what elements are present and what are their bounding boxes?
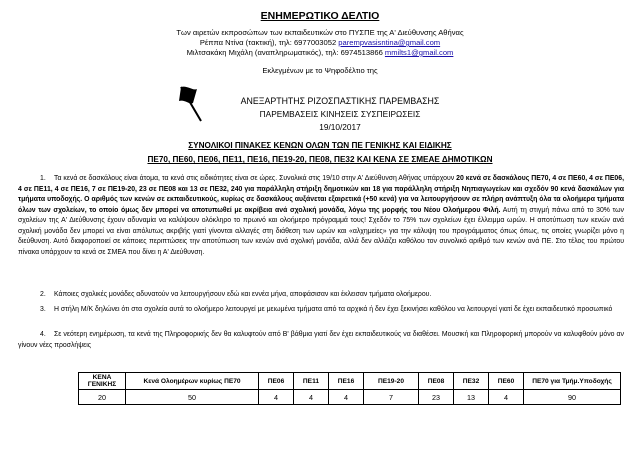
table-row [79, 390, 621, 405]
representative-1-text: Ρέππα Ντίνα (τακτική), τηλ: 6977003052 [199, 38, 339, 47]
representative-2-email-link[interactable]: mmilts1@gmail.com [384, 48, 454, 57]
table-cell: 50 [126, 390, 259, 405]
paragraph-2 [18, 290, 624, 301]
bulletin-title: ΕΝΗΜΕΡΩΤΙΚΟ ΔΕΛΤΙΟ [260, 10, 380, 22]
representative-1-email-link[interactable]: parempvasisntina@gmail.com [338, 38, 441, 47]
paragraph-1-vacancies: 20 κενά σε δασκάλους ΠΕ70, 4 σε ΠΕ60, 4 σε ΠΕ06, 4 σε ΠΕ11, 4 σε ΠΕ16, 7 σε ΠΕ19-20, 23 σε ΠΕ08 και 13 σε ΠΕ32 [18, 175, 624, 193]
representative-2-text: Μιλτσακάκη Μιχάλη (αναπληρωματικός), τηλ: 6974513866 [186, 48, 385, 57]
paragraph-1-details: , 240 για παράλληλη στήριξη δημοτικών και 18 για παράλληλη στήριξη Νηπιαγωγείων και σχεδόν 90 κενά δασκάλων για τμήματα υποδοχής. Ο αριθμός των κενών σε εκπαιδευτικούς, κυρίως σε δασκάλους αυξάνεται εξαιρετικά (+50 κενά) για να λειτουργήσουν σε πλήρη ανάπτυξη όλα τα ολοήμερα τμήματα όλων των σχολείων, το οποίο όμως δεν μπορεί να αποτυπωθεί με ακρίβεια ανά σχολική μονάδα, λόγω της μορφής του Νέου Ολοήμερου Φιλή. [18, 185, 624, 214]
bulletin-date: 19/10/2017 [319, 122, 361, 132]
paragraph-4 [18, 330, 624, 351]
paragraph-3-number: 3. [40, 306, 46, 313]
table-cell: 20 [79, 390, 126, 405]
paragraph-2-text: Κάποιες σχολικές μονάδες αδυνατούν να λειτουργήσουν εδώ και εννέα μήνα, αποφάσισαν και έκλεισαν τμήματα ολοήμερου. [54, 291, 432, 298]
paragraph-1-rest: Αυτή τη στιγμή πάνω από το 30% των σχολείων της Α' Διεύθυνσης έχουν αδυναμία να καλύψουν ολόκληρο το πρωινό και ολοήμερο πρόγραμμά τους! Σχεδόν το 75% των σχολείων έχει έλλειμμα ωρών. Η αποτύπωση των κενών ανά σχολική μονάδα δεν μπορεί να είναι απόλυτως ακριβής γιατί γίνονται αλλαγές στη διάθεση των ωρών και «αλχημείες» για την κάλυψη του προγράμματος όπως όπως, τις οποίες γνωρίζει μόνο η διεύθυνση. Αυτό διαφοροποιεί σε κάποιες περιπτώσεις την αποτύπωση των κενών ανά σχολική μονάδα, αλλά δεν αλλάζει καθόλου τον συνολικό αριθμό των κενών ανά ΠΕ. Στο τέλος του πρώτου πίνακα υπάρχουν τα κενά σε ΣΜΕΑ που δίνει η Α' Διεύθυνση. [18, 206, 624, 256]
paragraph-2-number: 2. [40, 291, 46, 298]
table-cell: 13 [454, 390, 489, 405]
paragraph-1-number: 1. [40, 175, 46, 182]
sub-heading: ΠΕ70, ΠΕ60, ΠΕ06, ΠΕ11, ΠΕ16, ΠΕ19-20, ΠΕ08, ΠΕ32 ΚΑΙ ΚΕΝΑ ΣΕ ΣΜΕΑΕ ΔΗΜΟΤΙΚΩΝ [147, 155, 493, 164]
representative-2 [0, 48, 640, 57]
table-cell: 4 [329, 390, 364, 405]
table-cell: 4 [294, 390, 329, 405]
organization-movements: ΠΑΡΕΜΒΑΣΕΙΣ ΚΙΝΗΣΕΙΣ ΣΥΣΠΕΙΡΩΣΕΙΣ [259, 109, 421, 119]
paragraph-1-intro: Τα κενά σε δασκάλους είναι άτομα, τα κενά στις ειδικότητες είναι σε ώρες. Συνολικά στις 19/10 στην Α' Διεύθυνση Αθήνας υπάρχουν [54, 175, 457, 182]
table-header-cell: ΠΕ11 [294, 373, 329, 390]
table-cell: 23 [419, 390, 454, 405]
paragraph-1 [18, 174, 624, 258]
table-header-cell: ΠΕ19-20 [364, 373, 419, 390]
table-header-cell: ΠΕ08 [419, 373, 454, 390]
table-header-cell: ΠΕ16 [329, 373, 364, 390]
paragraph-4-text: Σε νεότερη ενημέρωση, τα κενά της Πληροφορικής δεν θα καλυφτούν από Β' βάθμια γιατί δεν έχει εκπαιδευτικούς να διαθέσει. Μουσική και Πληροφορική μπορούν να καλυφθούν μόνο αν γίνουν νέες προσλήψεις [18, 331, 624, 349]
table-header-cell: ΚΕΝΑ ΓΕΝΙΚΗΣ [79, 373, 126, 390]
paragraph-3-text: Η στήλη Μ/Κ δηλώνει ότι στα σχολεία αυτά το ολοήμερο λειτουργεί με μειωμένα τμήματα από τα αρχικά ή δεν έχει ξεκινήσει καθόλου να λειτουργεί γιατί δε έχει εκπαιδευτικό προσωπικό [54, 306, 613, 313]
organization-name: ΑΝΕΞΑΡΤΗΤΗΣ ΡΙΖΟΣΠΑΣΤΙΚΗΣ ΠΑΡΕΜΒΑΣΗΣ [240, 96, 440, 106]
table-header-cell: ΠΕ60 [489, 373, 524, 390]
representatives-subtitle: Των αιρετών εκπροσώπων των εκπαιδευτικών στο ΠΥΣΠΕ της Α' Διεύθυνσης Αθήνας [176, 28, 464, 37]
table-header-cell: Κενά Ολοημέρων κυρίως ΠΕ70 [126, 373, 259, 390]
table-cell: 4 [489, 390, 524, 405]
table-cell: 4 [259, 390, 294, 405]
paragraph-4-number: 4. [40, 331, 46, 338]
paragraph-3 [18, 305, 624, 316]
main-heading: ΣΥΝΟΛΙΚΟΙ ΠΙΝΑΚΕΣ ΚΕΝΩΝ ΟΛΩΝ ΤΩΝ ΠΕ ΓΕΝΙΚΗΣ ΚΑΙ ΕΙΔΙΚΗΣ [188, 141, 452, 150]
table-header-cell: ΠΕ32 [454, 373, 489, 390]
table-header-row [79, 373, 621, 390]
table-header-cell: ΠΕ70 για Τμήμ.Υποδοχής [524, 373, 621, 390]
representative-1 [0, 38, 640, 47]
table-header-cell: ΠΕ06 [259, 373, 294, 390]
table-cell: 90 [524, 390, 621, 405]
elected-with-ballot: Εκλεγμένων με το Ψηφοδέλτιο της [262, 66, 378, 75]
table-cell: 7 [364, 390, 419, 405]
vacancies-table [78, 372, 621, 405]
